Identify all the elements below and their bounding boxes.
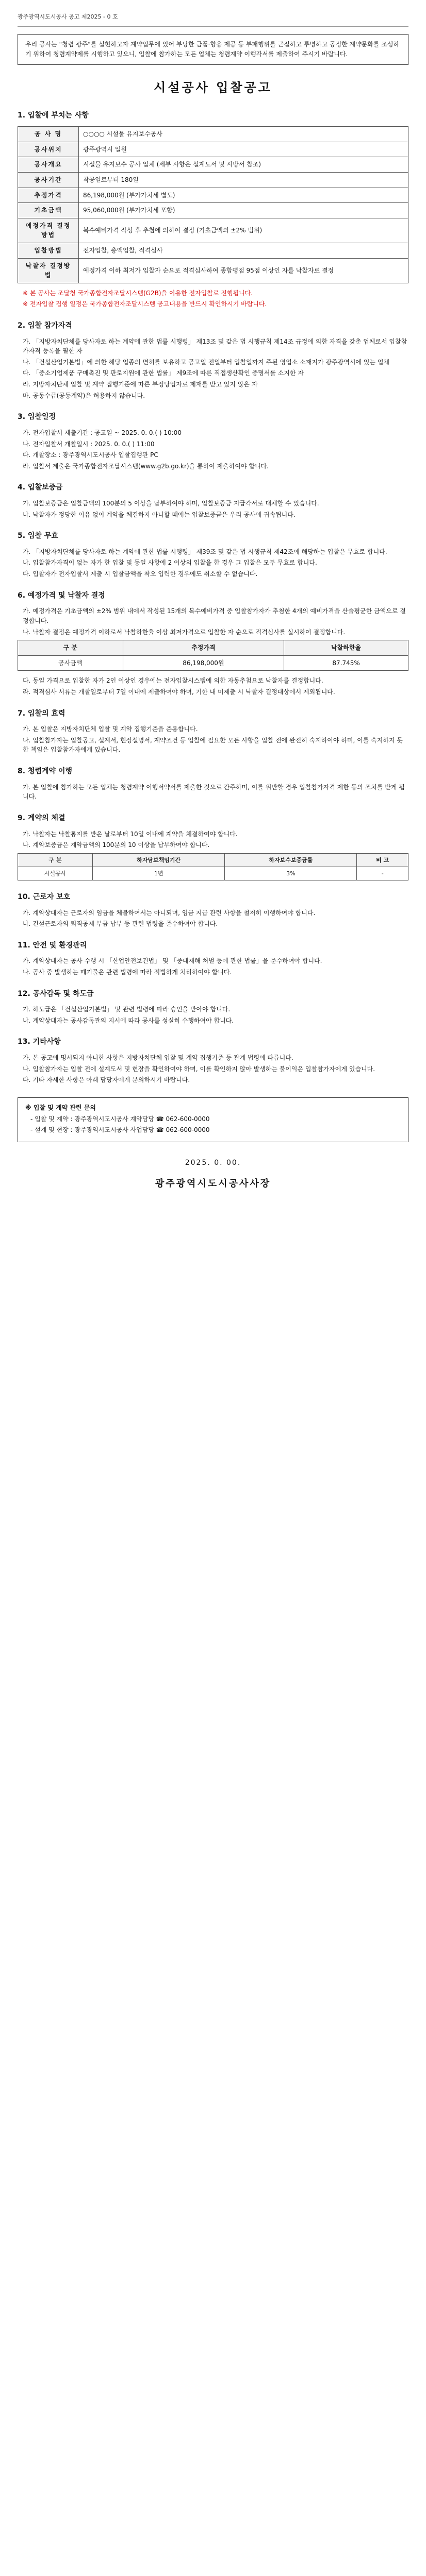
list-item: 나. 입찰참가자격이 없는 자가 한 입찰 및 동일 사항에 2 이상의 입찰을 한 경우 그 입찰은 모두 무효로 합니다. [23, 559, 317, 567]
list-item: 나. 「건설산업기본법」에 의한 해당 업종의 면허를 보유하고 공고일 전일부터 입찰일까지 주된 영업소 소재지가 광주광역시에 있는 업체 [23, 358, 390, 366]
info-label: 공 사 명 [18, 127, 79, 142]
contact-line: - 입찰 및 계약 : 광주광역시도시공사 계약담당 ☎ 062-600-0000 [30, 1115, 210, 1123]
info-value: 시설물 유지보수 공사 일체 (세부 사항은 설계도서 및 시방서 참조) [79, 157, 408, 173]
price-table-cell: 87.745% [284, 655, 408, 671]
list-item: 가. 계약상대자는 근로자의 임금을 체불하여서는 아니되며, 임금 지급 관련 사항을 철저히 이행하여야 합니다. [23, 909, 316, 917]
warranty-table-header: 비 고 [357, 853, 408, 867]
list-item: 나. 낙찰자 결정은 예정가격 이하로서 낙찰하한율 이상 최저가격으로 입찰한 자 순으로 적격심사를 실시하여 결정합니다. [23, 628, 346, 636]
table-row [18, 867, 408, 880]
section-note: ※ 본 공사는 조달청 국가종합전자조달시스템(G2B)을 이용한 전자입찰로 진행됩니다. [23, 289, 253, 297]
warranty-table-header: 하자담보책임기간 [93, 853, 225, 867]
document-page [0, 0, 426, 1217]
contact-box [18, 1097, 408, 1142]
list-item: 나. 낙찰자가 정당한 이유 없이 계약을 체결하지 아니할 때에는 입찰보증금은 우리 공사에 귀속됩니다. [23, 511, 296, 518]
warranty-table-header: 구 분 [18, 853, 93, 867]
section-4-heading: 4. 입찰보증금 [18, 483, 63, 492]
section-10-heading: 10. 근로자 보호 [18, 892, 71, 901]
warranty-table-cell: - [357, 867, 408, 880]
warranty-table-cell: 1년 [93, 867, 225, 880]
table-row [18, 655, 408, 671]
list-item: 가. 「지방자치단체를 당사자로 하는 계약에 관한 법률 시행령」 제39조 및 같은 법 시행규칙 제42조에 해당하는 입찰은 무효로 합니다. [23, 548, 387, 555]
list-item: 나. 전자입찰서 개찰일시 : 2025. 0. 0.( ) 11:00 [23, 440, 155, 448]
page-title: 시설공사 입찰공고 [154, 80, 272, 95]
list-item: 다. 입찰자가 전자입찰서 제출 시 입찰금액을 착오 입력한 경우에도 취소할 수 없습니다. [23, 570, 258, 578]
list-item: 다. 「중소기업제품 구매촉진 및 판로지원에 관한 법률」 제9조에 따른 직접생산확인 증명서를 소지한 자 [23, 369, 304, 377]
table-row [18, 157, 408, 173]
info-label: 공사개요 [18, 157, 79, 173]
contact-title: ※ 입찰 및 계약 관련 문의 [25, 1104, 96, 1111]
list-item: 가. 본 입찰은 지방자치단체 입찰 및 계약 집행기준을 준용합니다. [23, 725, 198, 733]
list-item: 라. 적격심사 서류는 개찰일로부터 7일 이내에 제출하여야 하며, 기한 내 미제출 시 낙찰자 결정대상에서 제외됩니다. [23, 688, 335, 696]
table-row [18, 243, 408, 259]
section-11-heading: 11. 안전 및 환경관리 [18, 941, 87, 950]
list-item: 가. 전자입찰서 제출기간 : 공고일 ~ 2025. 0. 0.( ) 10:00 [23, 429, 182, 436]
list-item: 가. 입찰보증금은 입찰금액의 100분의 5 이상을 납부하여야 하며, 입찰보증금 지급각서로 대체할 수 있습니다. [23, 500, 319, 507]
bid-info-table [18, 126, 408, 283]
info-label: 추정가격 [18, 188, 79, 203]
list-item: 나. 건설근로자의 퇴직공제 부금 납부 등 관련 법령을 준수하여야 합니다. [23, 920, 218, 928]
info-value: 광주광역시 일원 [79, 142, 408, 157]
table-row [18, 203, 408, 218]
info-value: 95,060,000원 (부가가치세 포함) [79, 203, 408, 218]
section-6-heading: 6. 예정가격 및 낙찰자 결정 [18, 591, 105, 600]
integrity-notice-text: 우리 공사는 "청렴 광주"를 실현하고자 계약업무에 있어 부당한 금품·향응 제공 등 부패행위를 근절하고 투명하고 공정한 계약문화를 조성하기 위하여 청렴계약제를 시행하고 있으니, 입찰에 참가하는 모든 업체는 청렴계약 이행각서를 제출하여 주시기 바랍니다. [25, 41, 400, 58]
list-item: 나. 공사 중 발생하는 폐기물은 관련 법령에 따라 적법하게 처리하여야 합니다. [23, 968, 232, 976]
integrity-notice-box [18, 34, 408, 65]
table-row [18, 258, 408, 283]
list-item: 나. 입찰참가자는 입찰 전에 설계도서 및 현장을 확인하여야 하며, 이를 확인하지 않아 발생하는 불이익은 입찰참가자에게 있습니다. [23, 1065, 375, 1073]
list-item: 나. 계약보증금은 계약금액의 100분의 10 이상을 납부하여야 합니다. [23, 841, 210, 849]
list-item: 가. 본 공고에 명시되지 아니한 사항은 지방자치단체 입찰 및 계약 집행기준 등 관계 법령에 따릅니다. [23, 1054, 293, 1062]
issuer-name: 광주광역시도시공사사장 [155, 1178, 271, 1190]
price-table-header: 추정가격 [123, 640, 284, 656]
table-row [18, 127, 408, 142]
list-item: 가. 하도급은 「건설산업기본법」 및 관련 법령에 따라 승인을 받아야 합니다. [23, 1006, 231, 1013]
list-item: 나. 입찰참가자는 입찰공고, 설계서, 현장설명서, 계약조건 등 입찰에 필요한 모든 사항을 입찰 전에 완전히 숙지하여야 하며, 이를 숙지하지 못한 책임은 입찰참가자에게 있습니다. [23, 736, 403, 754]
section-note: ※ 전자입찰 집행 일정은 국가종합전자조달시스템 공고내용을 반드시 확인하시기 바랍니다. [23, 300, 267, 308]
list-item: 가. 예정가격은 기초금액의 ±2% 범위 내에서 작성된 15개의 복수예비가격 중 입찰참가자가 추첨한 4개의 예비가격을 산술평균한 금액으로 결정합니다. [23, 607, 406, 624]
document-reference: 광주광역시도시공사 공고 제2025 - 0 호 [18, 12, 408, 27]
price-table [18, 640, 408, 671]
info-label: 예정가격 결정방법 [18, 218, 79, 243]
info-label: 공사위치 [18, 142, 79, 157]
info-label: 기초금액 [18, 203, 79, 218]
list-item: 다. 개찰장소 : 광주광역시도시공사 입찰집행관 PC [23, 451, 158, 459]
table-row [18, 218, 408, 243]
list-item: 가. 본 입찰에 참가하는 모든 업체는 청렴계약 이행서약서를 제출한 것으로 간주하며, 이를 위반할 경우 입찰참가자격 제한 등의 조치를 받게 됩니다. [23, 783, 405, 801]
section-3-heading: 3. 입찰일정 [18, 413, 56, 421]
section-12-heading: 12. 공사감독 및 하도급 [18, 989, 94, 998]
info-value: ○○○○ 시설물 유지보수공사 [79, 127, 408, 142]
section-9-heading: 9. 계약의 체결 [18, 814, 65, 822]
price-table-cell: 공사금액 [18, 655, 123, 671]
list-item: 가. 계약상대자는 공사 수행 시 「산업안전보건법」 및 「중대재해 처벌 등에 관한 법률」을 준수하여야 합니다. [23, 957, 322, 965]
table-row [18, 173, 408, 188]
info-value: 전자입찰, 총액입찰, 적격심사 [79, 243, 408, 259]
contact-line: - 설계 및 현장 : 광주광역시도시공사 사업담당 ☎ 062-600-0000 [30, 1126, 210, 1134]
info-value: 예정가격 이하 최저가 입찰자 순으로 적격심사하여 종합평점 95점 이상인 자를 낙찰자로 결정 [79, 258, 408, 283]
warranty-table-cell: 시설공사 [18, 867, 93, 880]
price-table-header: 구 분 [18, 640, 123, 656]
list-item: 마. 공동수급(공동계약)은 허용하지 않습니다. [23, 392, 145, 399]
table-row [18, 142, 408, 157]
list-item: 가. 낙찰자는 낙찰통지를 받은 날로부터 10일 이내에 계약을 체결하여야 합니다. [23, 830, 238, 838]
list-item: 라. 입찰서 제출은 국가종합전자조달시스템(www.g2b.go.kr)을 통하여 제출하여야 합니다. [23, 462, 269, 470]
warranty-table-cell: 3% [225, 867, 357, 880]
price-table-header: 낙찰하한율 [284, 640, 408, 656]
warranty-table-header: 하자보수보증금률 [225, 853, 357, 867]
info-label: 낙찰자 결정방법 [18, 258, 79, 283]
section-7-heading: 7. 입찰의 효력 [18, 709, 65, 718]
section-13-heading: 13. 기타사항 [18, 1038, 61, 1046]
section-1-heading: 1. 입찰에 부치는 사항 [18, 111, 89, 120]
info-value: 86,198,000원 (부가가치세 별도) [79, 188, 408, 203]
info-label: 입찰방법 [18, 243, 79, 259]
section-2-heading: 2. 입찰 참가자격 [18, 321, 72, 330]
list-item: 나. 계약상대자는 공사감독관의 지시에 따라 공사를 성실히 수행하여야 합니다. [23, 1016, 234, 1024]
list-item: 다. 동일 가격으로 입찰한 자가 2인 이상인 경우에는 전자입찰시스템에 의한 자동추첨으로 낙찰자를 결정합니다. [23, 677, 323, 685]
list-item: 가. 「지방자치단체를 당사자로 하는 계약에 관한 법률 시행령」 제13조 및 같은 법 시행규칙 제14조 규정에 의한 자격을 갖춘 업체로서 입찰참가자격 등록을 필한 자 [23, 337, 407, 355]
warranty-table [18, 853, 408, 880]
info-value: 복수예비가격 작성 후 추첨에 의하여 결정 (기초금액의 ±2% 범위) [79, 218, 408, 243]
list-item: 다. 기타 자세한 사항은 아래 담당자에게 문의하시기 바랍니다. [23, 1076, 190, 1084]
section-8-heading: 8. 청렴계약 이행 [18, 767, 72, 775]
info-label: 공사기간 [18, 173, 79, 188]
price-table-cell: 86,198,000원 [123, 655, 284, 671]
list-item: 라. 지방자치단체 입찰 및 계약 집행기준에 따른 부정당업자로 제재를 받고 있지 않은 자 [23, 381, 258, 388]
section-5-heading: 5. 입찰 무효 [18, 532, 58, 540]
notice-date: 2025. 0. 00. [185, 1158, 241, 1167]
table-row [18, 188, 408, 203]
info-value: 착공일로부터 180일 [79, 173, 408, 188]
